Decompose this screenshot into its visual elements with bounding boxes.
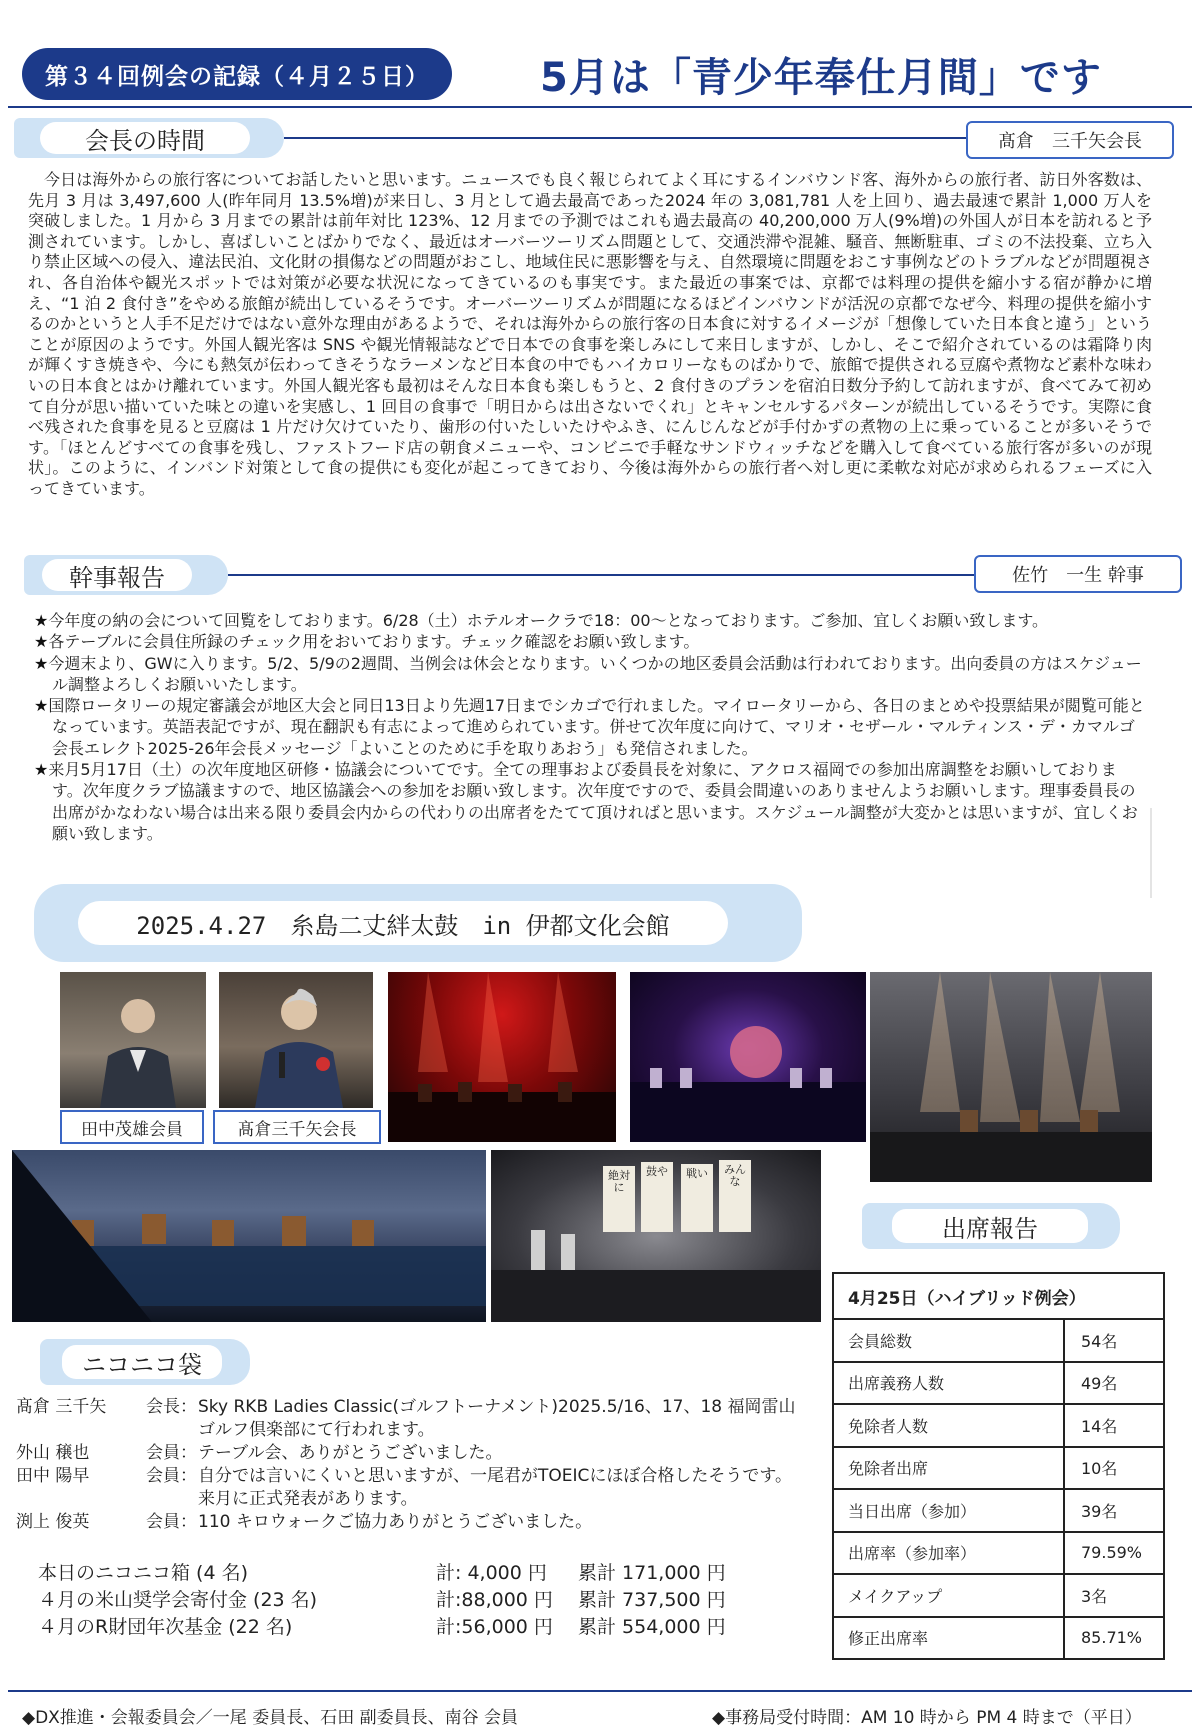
secretary-section-line <box>228 574 974 576</box>
attendance-section-tab <box>862 1203 1120 1249</box>
report-item: ★国際ロータリーの規定審議会が地区大会と同日13日より先週17日までシカゴで行れました。マイロータリーから、各日のまとめや投票結果が閲覧可能となっています。英語表記ですが、現在翻訳も有志によって進められています。併せて次年度に向けて、マリオ・セザール・マルティンス・デ・カマルゴ会長エレクト2025-26年会長メッセージ「よいことのために手を取りあおう」も発信されました。 <box>34 696 1145 758</box>
attendance-row: 修正出席率 85.71% <box>833 1617 1164 1660</box>
star-icon: ★ <box>34 632 49 652</box>
attendance-table <box>832 1272 1165 1660</box>
report-item: ★各テーブルに会員住所録のチェック用をおいております。チェック確認をお願い致します。 <box>34 632 700 652</box>
star-icon: ★ <box>34 611 49 630</box>
event-banner <box>34 884 802 962</box>
scroll-edge-marker <box>1150 808 1152 898</box>
attendance-row: メイクアップ 3名 <box>833 1574 1164 1617</box>
speaker-figure-icon <box>219 972 373 1108</box>
attendance-row: 出席率（参加率） 79.59% <box>833 1532 1164 1575</box>
sign-text: 絶対に <box>608 1169 630 1194</box>
secretary-report-list <box>34 610 1146 844</box>
star-icon: ★ <box>34 696 49 716</box>
report-item: ★今年度の納の会について回覧をしております。6/28（土）ホテルオークラで18：00～となっております。ご参加、宜しくお願い致します。 <box>34 611 1049 630</box>
report-item: ★来月5月17日（土）の次年度地区研修・協議会についてです。全ての理事および委員長を対象に、アクロス福岡での参加出席調整をお願いしております。次年度クラブ協議ますので、地区協議会への参加をお願い致します。次年度ですので、委員会間違いのありませんようお願いします。理事委員長の出席がかなわない場合は出来る限り委員会内からの代わりの出席者をたてて頂ければと思います。スケジュール調整が大変かとは思いますが、宜しくお願い致します。 <box>34 760 1138 843</box>
photo-taiko-ensemble <box>12 1150 486 1322</box>
niconico-entry: 渕上 俊英 会員： 110 キロウォークご協力ありがとうございました。 <box>16 1512 593 1532</box>
photo-taiko-signs <box>491 1150 821 1322</box>
total-row: ４月のR財団年次基金 (22 名) 計:56,000 円 累計 554,000 円 <box>38 1616 726 1638</box>
stage-lights-icon <box>388 972 616 1142</box>
attendance-section-title: 出席報告 <box>892 1209 1088 1243</box>
photo-tanaka-speech <box>60 972 206 1108</box>
photo-spotlight-stage <box>870 972 1152 1182</box>
attendance-row: 出席義務人数 49名 <box>833 1362 1164 1405</box>
sign-text: 戦い <box>686 1167 708 1180</box>
president-section-title: 会長の時間 <box>40 122 250 154</box>
footer-office-hours: ◆事務局受付時間：AM 10 時から PM 4 時まで（平日） <box>712 1708 1142 1728</box>
secretary-section-title: 幹事報告 <box>42 559 192 591</box>
president-speaker: 髙倉 三千矢会長 <box>966 121 1174 159</box>
meeting-label: 第３４回例会の記録（４月２５日） <box>22 48 452 100</box>
president-section-tab <box>14 118 284 158</box>
attendance-row: 当日出席（参加） 39名 <box>833 1489 1164 1532</box>
president-speech-body: 今日は海外からの旅行客についてお話したいと思います。ニュースでも良く報じられてよく耳にするインバウンド客、海外からの旅行者、訪日外客数は、先月 3 月は 3,497,600 人(昨年同月 13.5%増)が来日し、3 月として過去最高であった2024 年の 3,081,781 人を上回り、過去最速で累計 1,000 万人を突破しました。1 月から 3 月までの累計は前年対比 123%、12 月までの予測ではこれも過去最高の 40,200,000 万人(9%増)の外国人が日本を訪れると予測されています。しかし、喜ばしいことばかりでなく、最近はオーバーツーリズム問題として、交通渋滞や混雑、騒音、無断駐車、ゴミの不法投棄、立ち入り禁止区域への侵入、違法民泊、文化財の損傷などの問題がおこし、地域住民に悪影響を与え、自然環境に問題をおこす事例などのトラブルなどが問題視され、各自治体や観光スポットでは対策が必要な状況になってきているのも事実です。また最近の事案では、京都では料理の提供を縮小する宿が静かに増え、“1 泊 2 食付き”をやめる旅館が続出しているそうです。オーバーツーリズムが問題になるほどインバウンドが活況の京都でなぜ今、料理の提供を縮小するのかというと人手不足だけではない意外な理由があるようで、それは海外からの旅行客の日本食に対するイメージが「想像していた日本食と違う」ということが原因のようです。外国人観光客は SNS や観光情報誌などで日本での食事を楽しみにして来日しますが、しかし、そこで紹介されているのは霜降り肉が輝くすき焼きや、今にも熱気が伝わってきそうなラーメンなど日本食の中でもハイカロリーなものばかりで、旅館で提供される豆腐や煮物など素朴な味わいの日本食とはかけ離れています。外国人観光客も最初はそんな日本食も楽しもうと、2 食付きのプランを宿泊日数分予約して訪れますが、食べてみて初めて自分が思い描いていた味との違いを実感し、1 回目の食事で「明日からは出さないでくれ」とキャンセルするパターンが続出しているそうです。実際に食べ残された食事を見ると豆腐は 1 片だけ欠けていたり、歯形の付いたしいたけやふき、にんじんなどが手付かずの煮物の上に乗っていることが多いそうです。「ほとんどすべての食事を残し、ファストフード店の朝食メニューや、コンビニで手軽なサンドウィッチなどを購入して食べている旅行客が多いのが現状」。このように、インバンド対策として食の提供にも変化が起こってきており、今後は海外からの旅行者へ対し更に柔軟な対応が求められるフェーズに入ってきています。 <box>28 170 1152 498</box>
secretary-section-tab <box>24 555 228 595</box>
niconico-section-title: ニコニコ袋 <box>62 1345 222 1379</box>
niconico-entry: 髙倉 三千矢 会長： Sky RKB Ladies Classic(ゴルフトーナメント)2025.5/16、17、18 福岡雷山ゴルフ倶楽部にて行われます。 <box>16 1397 796 1440</box>
photo-red-stage <box>388 972 616 1142</box>
header-divider <box>8 106 1192 108</box>
president-section-line <box>284 137 966 139</box>
sign-text: みんな <box>724 1163 746 1188</box>
report-item: ★今週末より、GWに入ります。5/2、5/9の2週間、当例会は休会となります。いくつかの地区委員会活動は行われております。出向委員の方はスケジュール調整よろしくお願いいたします。 <box>34 653 1142 694</box>
niconico-section-tab <box>40 1339 250 1385</box>
footer-committee: ◆DX推進・会報委員会／一尾 委員長、石田 副委員長、南谷 会員 <box>22 1708 519 1728</box>
attendance-row: 免除者出席 10名 <box>833 1447 1164 1490</box>
niconico-list <box>16 1396 796 1534</box>
secretary-speaker: 佐竹 一生 幹事 <box>974 555 1182 593</box>
photo-caption-tanaka: 田中茂雄会員 <box>60 1110 204 1144</box>
photo-purple-stage <box>630 972 866 1142</box>
month-theme-title: 5月は「青少年奉仕月間」です <box>540 55 1102 101</box>
total-row: 本日のニコニコ箱 (4 名) 計: 4,000 円 累計 171,000 円 <box>38 1562 726 1584</box>
niconico-entry: 田中 陽早 会員： 自分では言いにくいと思いますが、一尾君がTOEICにほぼ合格したそうです。来月に正式発表があります。 <box>16 1466 793 1509</box>
footer-divider <box>8 1690 1192 1692</box>
attendance-row: 免除者人数 14名 <box>833 1404 1164 1447</box>
attendance-header: 4月25日（ハイブリッド例会） <box>833 1273 1164 1319</box>
spotlight-beams-icon <box>870 972 1152 1182</box>
sign-text: 鼓や <box>646 1165 668 1178</box>
speaker-figure-icon <box>60 972 206 1108</box>
niconico-entry: 外山 穣也 会員： テーブル会、ありがとうございました。 <box>16 1443 503 1463</box>
taiko-drummers-icon <box>12 1150 486 1322</box>
photo-caption-takakura: 髙倉三千矢会長 <box>213 1110 381 1144</box>
niconico-totals <box>38 1560 798 1641</box>
photo-takakura-speech <box>219 972 373 1108</box>
stage-moon-icon <box>630 972 866 1142</box>
star-icon: ★ <box>34 653 49 673</box>
attendance-row: 会員総数 54名 <box>833 1319 1164 1362</box>
total-row: ４月の米山奨学会寄付金 (23 名) 計:88,000 円 累計 737,500 円 <box>38 1589 726 1611</box>
star-icon: ★ <box>34 760 49 780</box>
event-banner-title: 2025.4.27 糸島二丈絆太鼓 in 伊都文化会館 <box>78 901 728 945</box>
